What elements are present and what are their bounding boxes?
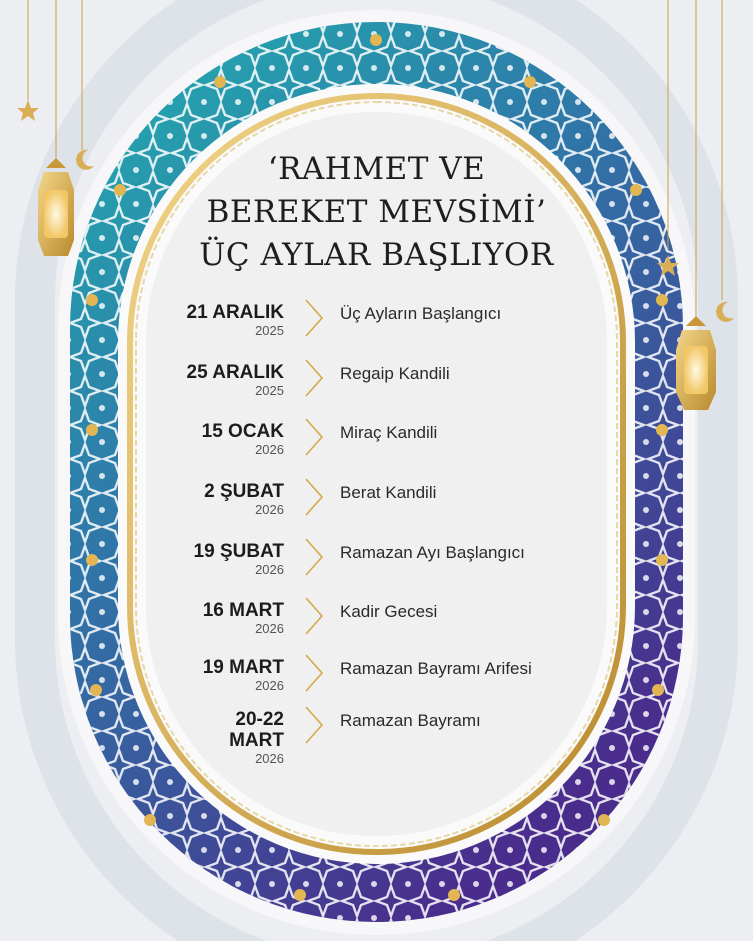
timeline-item — [160, 481, 620, 541]
event-year: 2026 — [255, 502, 284, 517]
event-date: 19 MART — [202, 657, 284, 678]
chevron-right-icon — [302, 298, 328, 338]
chevron-right-icon — [302, 705, 328, 745]
event-year: 2026 — [255, 621, 284, 636]
timeline-item — [160, 657, 620, 717]
timeline-item — [160, 421, 620, 481]
event-date: 15 OCAK — [201, 421, 284, 442]
timeline-item — [160, 709, 620, 769]
chevron-right-icon — [302, 537, 328, 577]
chevron-right-icon — [302, 477, 328, 517]
title-line-2: BEREKET MEVSİMİ’ — [206, 194, 547, 230]
title-line-1: ‘RAHMET VE — [267, 151, 486, 187]
event-name: Üç Ayların Başlangıcı — [340, 304, 502, 323]
timeline-item — [160, 302, 620, 362]
title-line-3: ÜÇ AYLAR BAŞLIYOR — [199, 237, 554, 273]
event-date: 20-22 — [235, 709, 284, 730]
timeline-item — [160, 600, 620, 660]
chevron-right-icon — [302, 358, 328, 398]
timeline-item — [160, 541, 620, 601]
event-year: 2025 — [255, 323, 284, 338]
event-year: 2026 — [255, 751, 284, 766]
event-year: 2026 — [255, 678, 284, 693]
event-year: 2026 — [255, 562, 284, 577]
page-title — [170, 148, 583, 277]
event-name: Regaip Kandili — [340, 364, 450, 383]
chevron-right-icon — [302, 596, 328, 636]
event-name: Ramazan Bayramı Arifesi — [340, 659, 532, 678]
event-name: Ramazan Ayı Başlangıcı — [340, 543, 525, 562]
event-name: Kadir Gecesi — [340, 602, 438, 621]
event-date: 16 MART — [202, 600, 284, 621]
event-date: 19 ŞUBAT — [193, 541, 284, 562]
timeline-item — [160, 362, 620, 422]
chevron-right-icon — [302, 417, 328, 457]
chevron-right-icon — [302, 653, 328, 693]
event-name: Ramazan Bayramı — [340, 711, 481, 730]
event-date: 25 ARALIK — [186, 362, 284, 383]
event-date: 2 ŞUBAT — [204, 481, 284, 502]
event-date-month: MART — [229, 730, 284, 751]
event-year: 2025 — [255, 383, 284, 398]
event-year: 2026 — [255, 442, 284, 457]
event-name: Miraç Kandili — [340, 423, 438, 442]
event-name: Berat Kandili — [340, 483, 437, 502]
event-date: 21 ARALIK — [186, 302, 284, 323]
